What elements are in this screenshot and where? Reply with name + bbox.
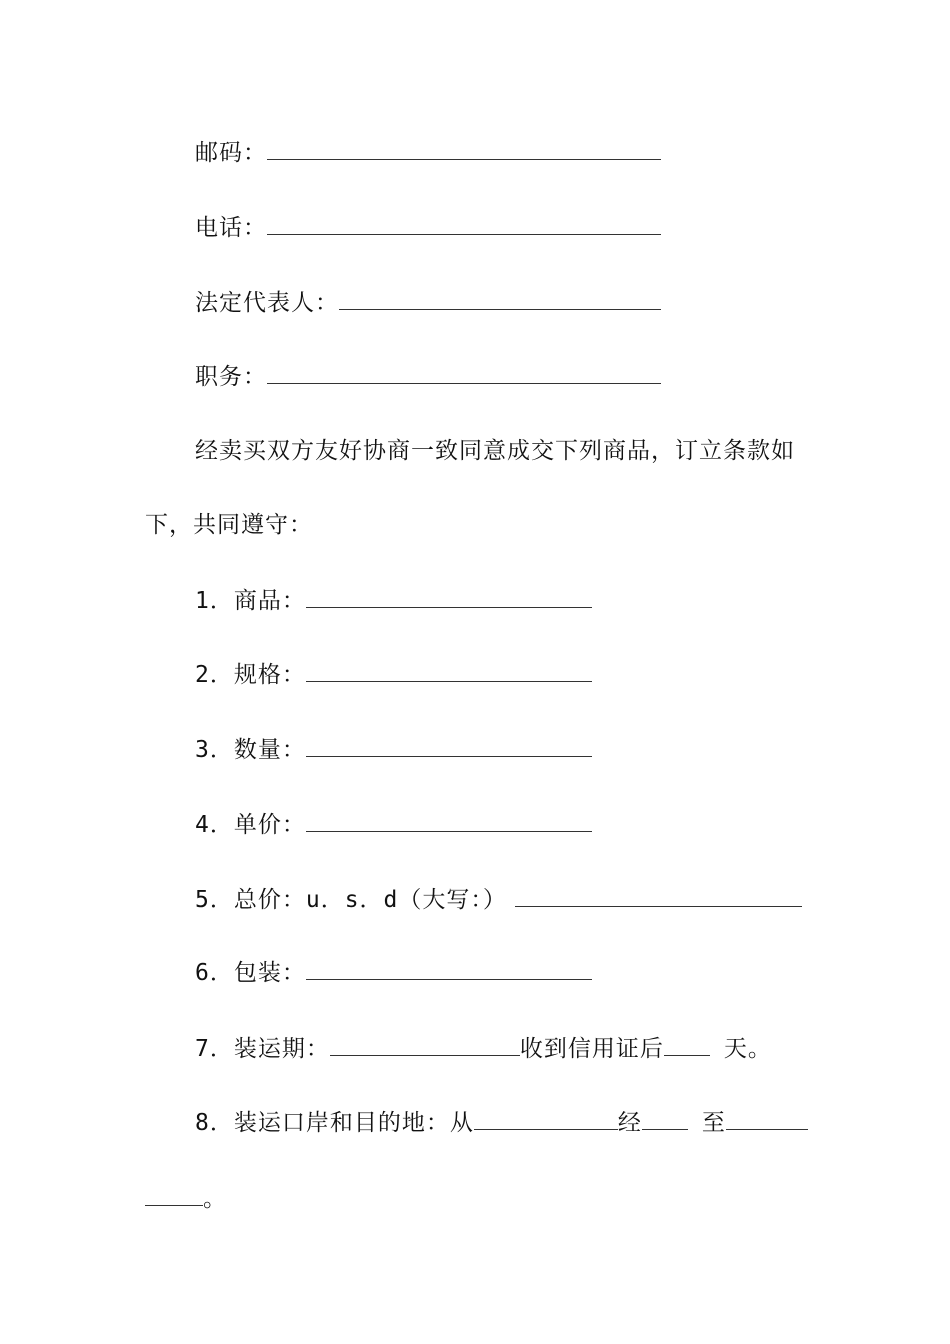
port-end-text: 。 [203,1186,227,1212]
item-port-row-continued [145,1184,227,1214]
shipment-date-blank[interactable] [330,1037,520,1056]
item-packing-row [195,958,592,988]
port-via-text: 经 [617,1110,642,1136]
postcode-field-row [195,138,661,168]
item-total-price-row [195,885,802,915]
agreement-paragraph-line2: 下，共同遵守： [145,512,313,538]
shipment-mid-text: 收到信用证后 [519,1036,664,1062]
shipment-label: 7．装运期： [195,1036,330,1062]
position-blank[interactable] [267,365,661,384]
quantity-blank[interactable] [306,738,592,757]
port-to-text: 至 [701,1110,726,1136]
legal-rep-label: 法定代表人： [195,290,339,316]
phone-blank[interactable] [267,216,661,235]
packing-blank[interactable] [306,961,592,980]
total-price-blank[interactable] [515,888,802,907]
port-label: 8．装运口岸和目的地：从 [195,1110,474,1136]
quantity-label: 3．数量： [195,737,306,763]
unit-price-blank[interactable] [306,813,592,832]
position-label: 职务： [195,364,267,390]
item-quantity-row [195,735,592,765]
port-to-blank-continued[interactable] [145,1187,203,1206]
agreement-paragraph-line1: 经卖买双方友好协商一致同意成交下列商品，订立条款如 [195,438,795,464]
spec-blank[interactable] [306,663,592,682]
item-spec-row [195,660,592,690]
unit-price-label: 4．单价： [195,812,306,838]
item-port-row [195,1108,808,1138]
legal-rep-blank[interactable] [339,291,661,310]
packing-label: 6．包装： [195,960,306,986]
shipment-days-blank[interactable] [664,1037,710,1056]
item-shipment-row [195,1034,772,1064]
phone-field-row [195,213,661,243]
postcode-blank[interactable] [267,141,661,160]
port-from-blank[interactable] [474,1111,618,1130]
goods-blank[interactable] [306,589,592,608]
total-price-label: 5．总价：u．s．d（大写：） [195,887,507,913]
port-via-blank[interactable] [642,1111,688,1130]
phone-label: 电话： [195,215,267,241]
postcode-label: 邮码： [195,140,267,166]
legal-rep-field-row [195,288,661,318]
goods-label: 1．商品： [195,588,306,614]
item-goods-row [195,586,592,616]
item-unit-price-row [195,810,592,840]
position-field-row [195,362,661,392]
shipment-end-text: 天。 [723,1036,772,1062]
port-to-blank[interactable] [726,1111,808,1130]
spec-label: 2．规格： [195,662,306,688]
